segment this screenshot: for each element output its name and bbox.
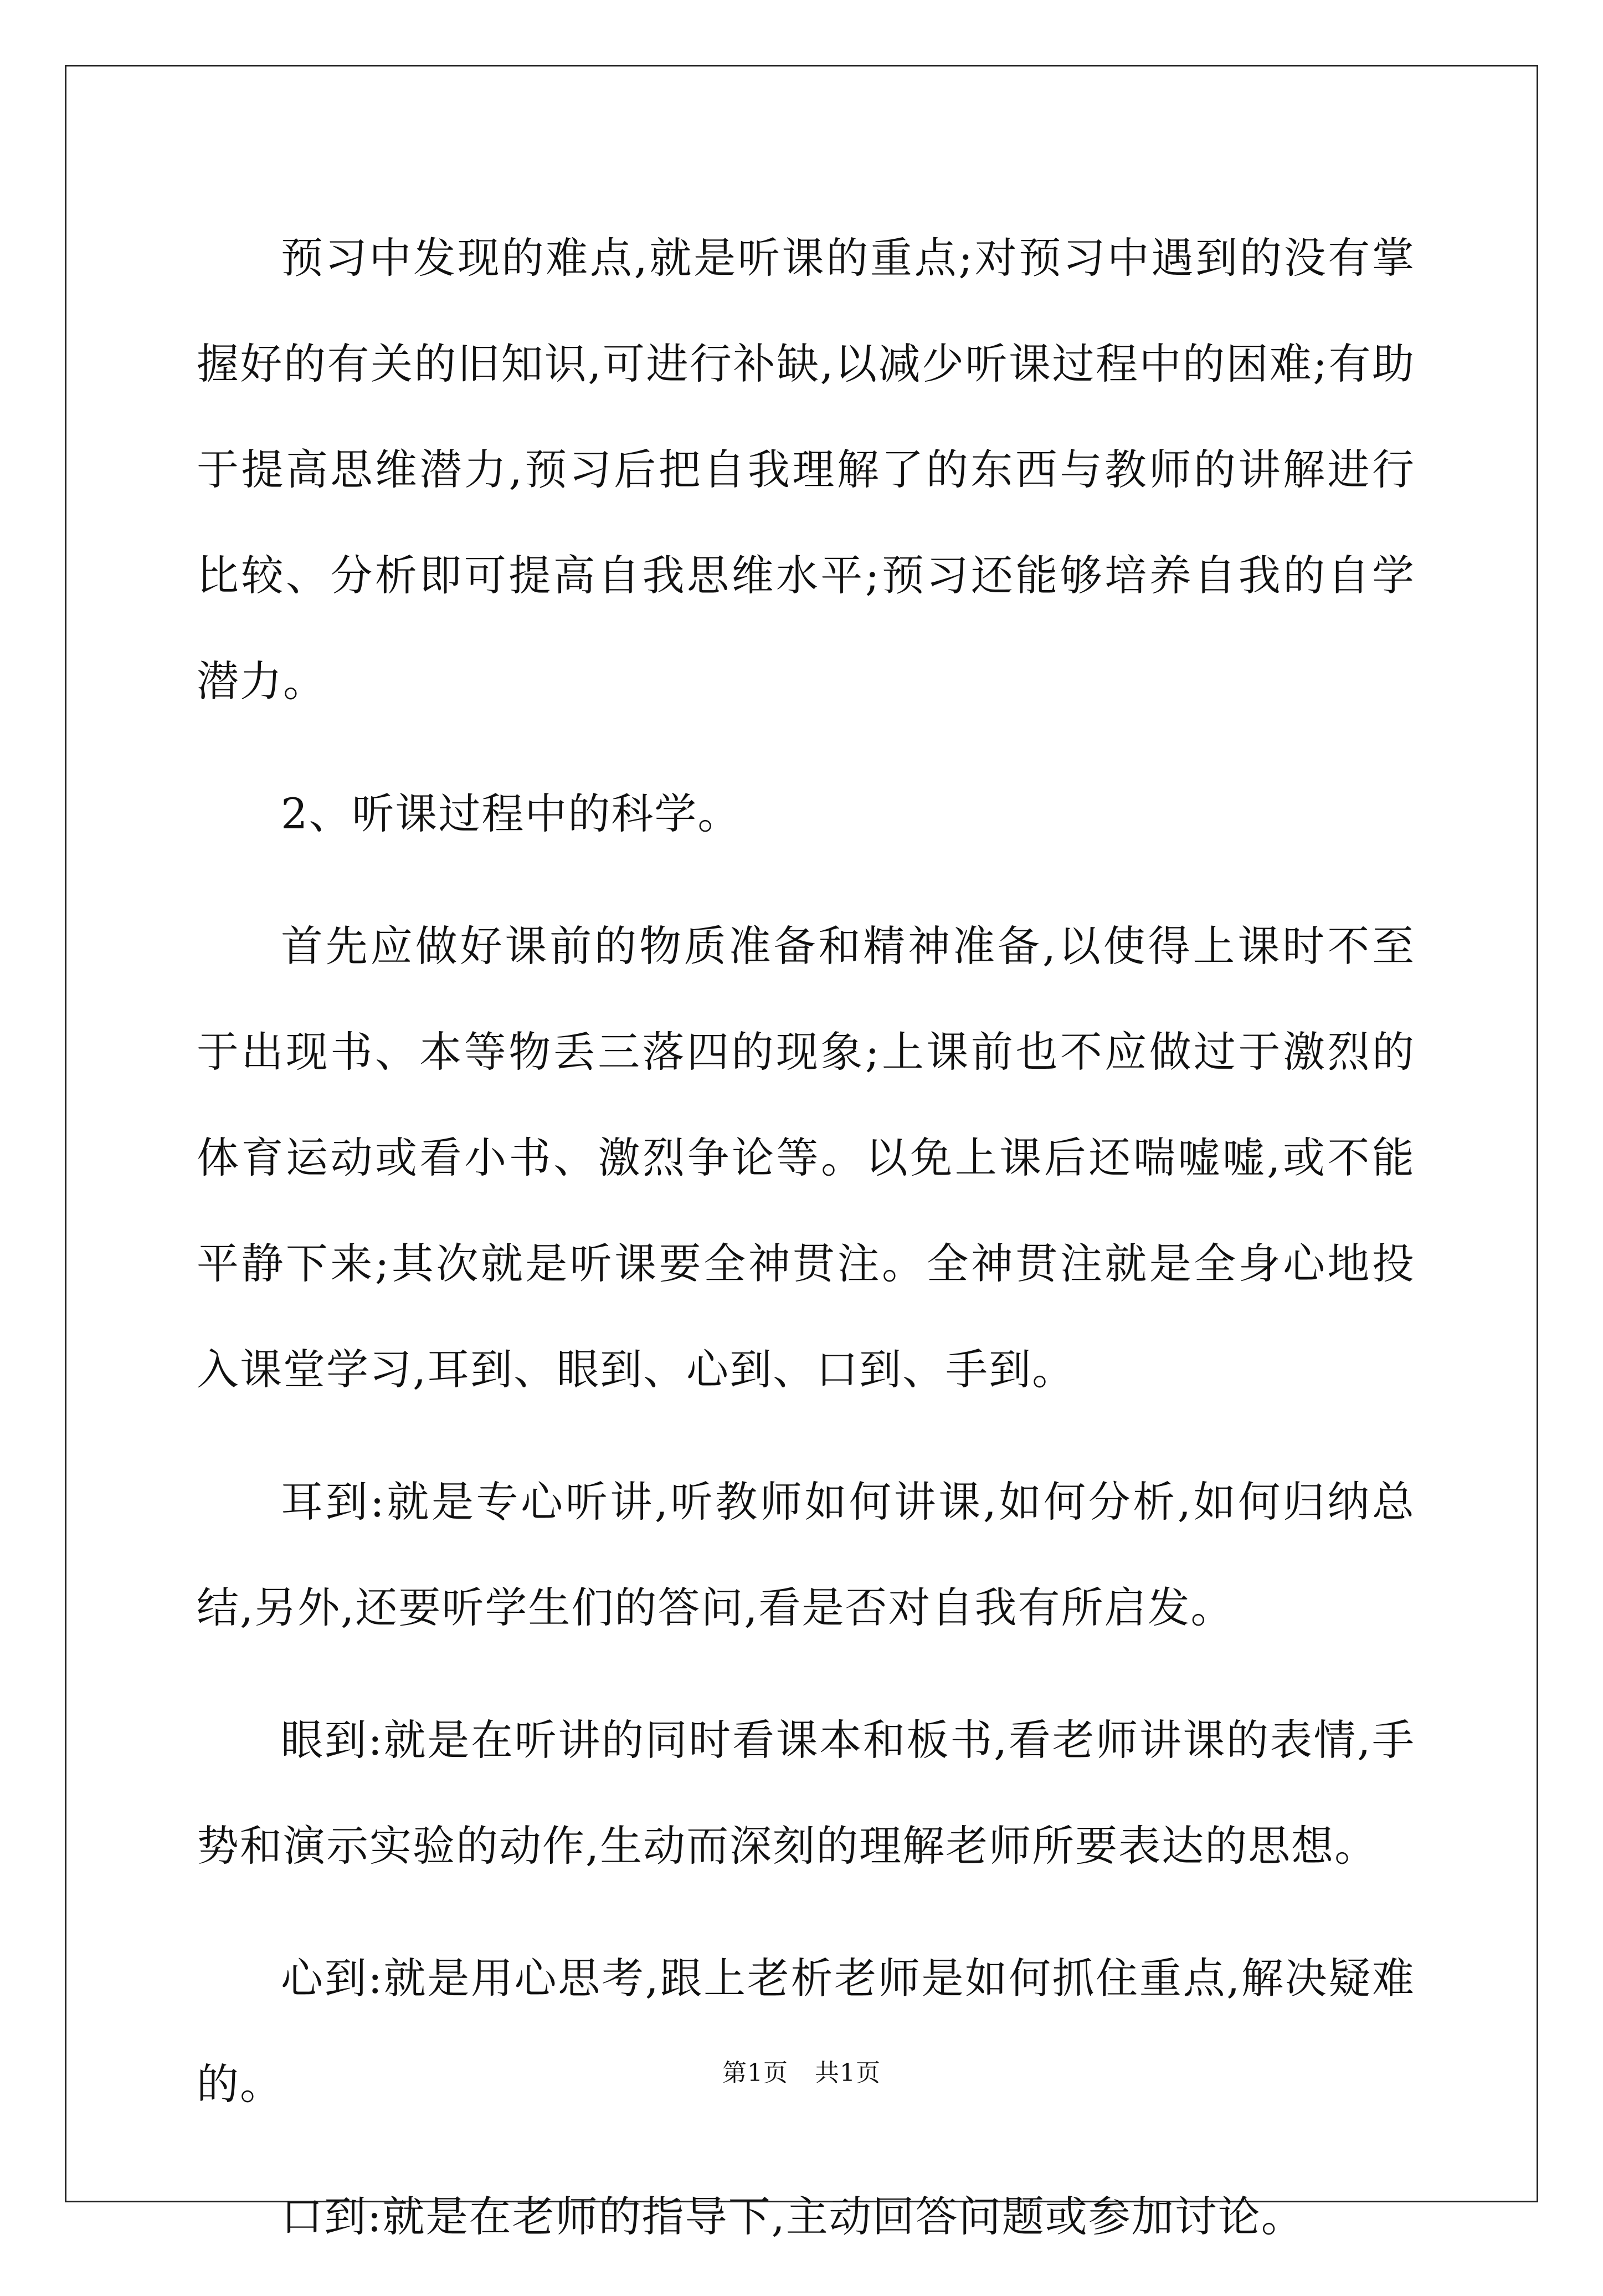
paragraph-section-heading: 2、听课过程中的科学。	[281, 789, 741, 838]
page-number: 第1页	[722, 2059, 788, 2087]
page-total: 共1页	[815, 2059, 881, 2087]
paragraph-mouth: 口到:就是在老师的指导下,主动回答问题或参加讨论。	[281, 2192, 1304, 2241]
paragraph-eyes: 眼到:就是在听讲的同时看课本和板书,看老师讲课的表情,手势和演示实验的动作,生动而深刻的理解老师所要表达的思想。	[197, 1715, 1415, 1870]
paragraph-ears: 耳到:就是专心听讲,听教师如何讲课,如何分析,如何归纳总结,另外,还要听学生们的答问,看是否对自我有所启发。	[197, 1477, 1415, 1632]
paragraph-heart: 心到:就是用心思考,跟上老析老师是如何抓住重点,解决疑难的。	[197, 1954, 1415, 2109]
page-footer	[0, 2057, 1603, 2090]
document-body	[197, 205, 1415, 2296]
paragraph-class-preparation: 首先应做好课前的物质准备和精神准备,以使得上课时不至于出现书、本等物丢三落四的现象;上课前也不应做过于激烈的体育运动或看小书、激烈争论等。以免上课后还喘嘘嘘,或不能平静下来;其次就是听课要全神贯注。全神贯注就是全身心地投入课堂学习,耳到、眼到、心到、口到、手到。	[197, 921, 1415, 1394]
paragraph-preview-difficulties: 预习中发现的难点,就是听课的重点;对预习中遇到的没有掌握好的有关的旧知识,可进行补缺,以减少听课过程中的困难;有助于提高思维潜力,预习后把自我理解了的东西与教师的讲解进行比较、分析即可提高自我思维水平;预习还能够培养自我的自学潜力。	[197, 233, 1415, 706]
